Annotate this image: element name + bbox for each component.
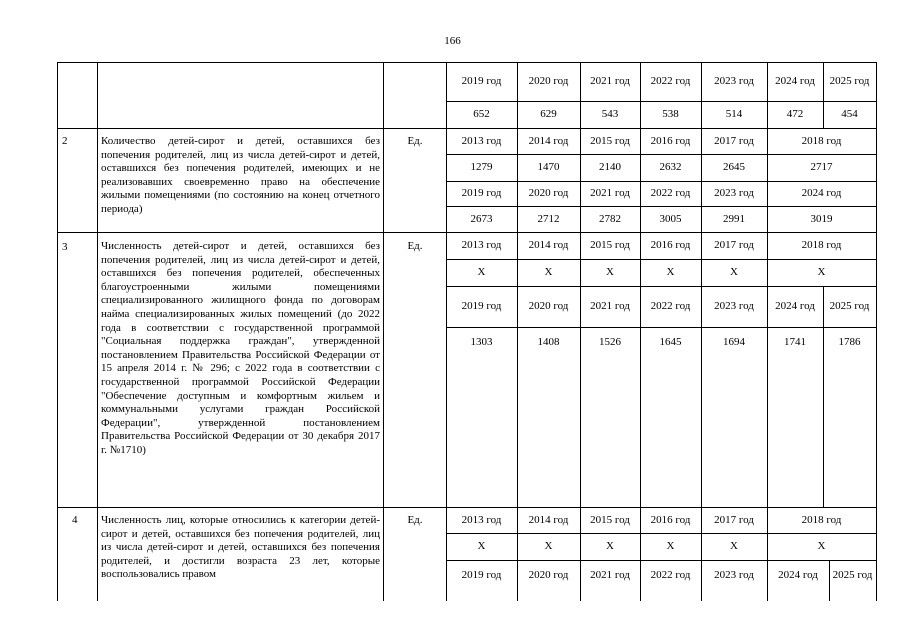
page-number: 166 [444,35,461,47]
year-header-cell: 2015 год [590,135,630,147]
row-number: 4 [72,514,78,526]
grid-line [446,533,876,534]
value-cell: 629 [540,108,557,120]
year-header-cell: 2022 год [650,187,691,199]
year-header-cell: 2013 год [461,239,502,251]
value-cell: X [606,540,614,552]
year-header-cell: 2019 год [461,569,502,581]
value-cell: 1279 [470,161,493,173]
year-header-cell: 2014 год [528,239,569,251]
value-cell: 1408 [537,336,560,348]
value-cell: 1470 [537,161,560,173]
value-cell: 1526 [599,336,621,348]
value-cell: X [544,266,553,278]
value-cell: X [817,540,826,552]
value-cell: 514 [725,108,743,120]
year-header-cell: 2020 год [528,187,569,199]
year-header-cell: 2021 год [590,75,630,87]
value-cell: 454 [841,108,858,120]
value-cell: 1694 [723,336,745,348]
year-header-cell: 2014 год [528,135,569,147]
year-header-cell: 2023 год [714,187,754,199]
table-border [57,62,58,601]
year-header-cell: 2024 год [778,569,818,581]
grid-line [446,154,876,155]
value-cell: 3005 [659,213,682,225]
year-header-cell: 2015 год [590,239,630,251]
year-header-cell: 2020 год [528,300,569,312]
value-cell: 543 [601,108,619,120]
year-header-cell: 2022 год [650,75,691,87]
year-header-cell: 2025 год [832,569,873,581]
year-header-cell: 2018 год [801,239,842,251]
year-header-cell: 2015 год [590,514,630,526]
year-header-cell: 2016 год [650,239,691,251]
unit-cell: Ед. [407,240,423,252]
value-cell: 538 [662,108,679,120]
year-header-cell: 2021 год [590,187,630,199]
grid-line [701,286,702,507]
value-cell: X [666,266,675,278]
year-header-cell: 2021 год [590,300,630,312]
value-cell: 2991 [723,213,745,225]
value-cell: 2673 [470,213,493,225]
table-border [97,62,98,601]
year-header-cell: 2019 год [461,75,502,87]
year-header-cell: 2020 год [528,75,569,87]
year-header-cell: 2023 год [714,75,754,87]
value-cell: 652 [473,108,490,120]
grid-line [446,327,876,328]
year-header-cell: 2017 год [714,239,754,251]
grid-line [446,181,876,182]
grid-line [446,286,876,287]
year-header-cell: 2014 год [528,514,569,526]
year-header-cell: 2023 год [714,300,754,312]
value-cell: 1303 [470,336,493,348]
year-header-cell: 2024 год [801,187,842,199]
year-header-cell: 2024 год [775,75,815,87]
year-header-cell: 2023 год [714,569,754,581]
year-header-cell: 2022 год [650,300,691,312]
value-cell: X [730,266,738,278]
row-number: 2 [62,135,68,147]
year-header-cell: 2020 год [528,569,569,581]
year-header-cell: 2019 год [461,300,502,312]
year-header-cell: 2017 год [714,514,754,526]
value-cell: 2140 [599,161,621,173]
year-header-cell: 2018 год [801,514,842,526]
grid-line [767,286,768,507]
value-cell: 1741 [784,336,806,348]
row-separator [57,507,877,508]
year-header-cell: 2013 год [461,514,502,526]
indicator-description: Численность лиц, которые относились к категории детей-сирот и детей, оставшихся без попечения родителей, лиц из числа детей-сирот и детей, оставшихся без попечения родителей, и достигли возраста 23 лет, которые воспользовались правом [101,514,380,581]
year-header-cell: 2024 год [775,300,815,312]
value-cell: 472 [786,108,804,120]
grid-line [446,206,876,207]
grid-line [446,560,876,561]
value-cell: X [606,266,614,278]
value-cell: 3019 [810,213,833,225]
value-cell: 2717 [810,161,833,173]
row-separator [57,128,877,129]
year-header-cell: 2016 год [650,514,691,526]
unit-cell: Ед. [407,135,423,147]
value-cell: X [666,540,675,552]
value-cell: 2632 [659,161,682,173]
indicator-description: Количество детей-сирот и детей, оставшихся без попечения родителей, лиц из числа детей-сирот и детей, оставшихся без попечения родителей, имеющих и не реализовавших своевременно право на обеспечение жилыми помещениями (по состоянию на конец отчетного периода) [101,135,380,215]
grid-line [446,259,876,260]
value-cell: 2782 [599,213,621,225]
value-cell: X [477,266,486,278]
year-header-cell: 2025 год [829,75,870,87]
grid-line [446,101,876,102]
year-header-cell: 2016 год [650,135,691,147]
row-separator [57,232,877,233]
grid-line [640,286,641,507]
value-cell: 1645 [659,336,682,348]
grid-line [823,286,824,507]
value-cell: X [730,540,738,552]
row-number: 3 [62,241,68,253]
year-header-cell: 2013 год [461,135,502,147]
year-header-cell: 2025 год [829,300,870,312]
value-cell: 2645 [723,161,745,173]
year-header-cell: 2021 год [590,569,630,581]
year-header-cell: 2022 год [650,569,691,581]
unit-cell: Ед. [407,514,423,526]
year-header-cell: 2019 год [461,187,502,199]
value-cell: X [477,540,486,552]
value-cell: X [544,540,553,552]
grid-line [517,286,518,507]
table-border [876,62,877,601]
value-cell: 1786 [838,336,861,348]
value-cell: X [817,266,826,278]
grid-line [580,286,581,507]
year-header-cell: 2017 год [714,135,754,147]
table-border [57,62,877,63]
indicator-description: Численность детей-сирот и детей, оставшихся без попечения родителей, лиц из числа детей-сирот и детей, оставшихся без попечения родителей, обеспеченных благоустроенными жилыми помещениями специализированного жилищного фонда по договорам найма специализированных жилых помещений (до 2022 года в соответствии с государственной программой "Социальная поддержка граждан", утвержденной постановлением Правительства Российской Федерации от 15 апреля 2014 г. № 296; с 2022 года в соответствии с государственной программой Российской Федерации "Обеспечение доступным и комфортным жильем и коммунальными услугами граждан Российской Федерации", утвержденной постановлением Правительства Российской Федерации от 30 декабря 2017 г. №1710) [101,240,380,456]
value-cell: 2712 [537,213,560,225]
year-header-cell: 2018 год [801,135,842,147]
